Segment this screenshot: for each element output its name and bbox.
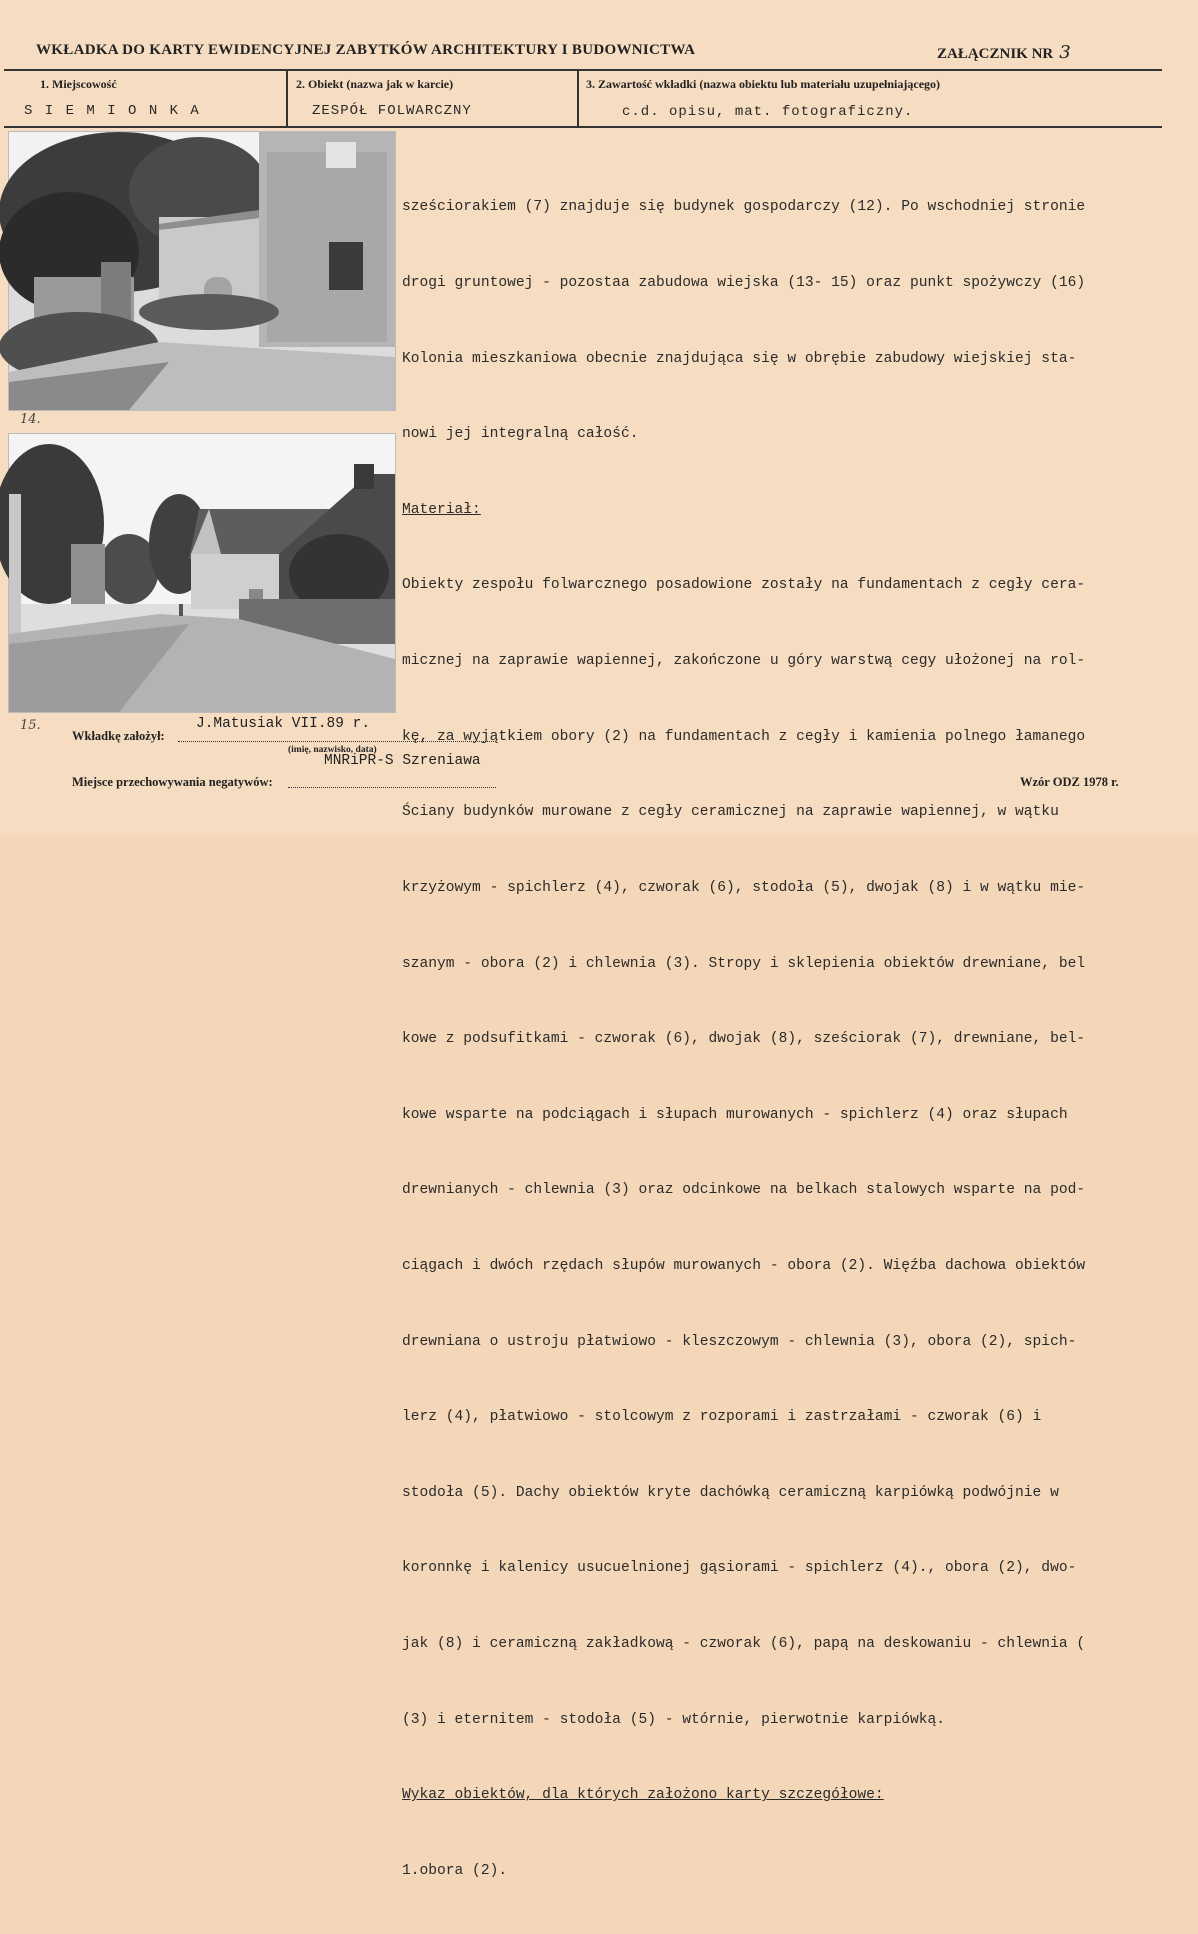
description-line: Ściany budynków murowane z cegły ceramicznej na zaprawie wapiennej, w wątku <box>402 804 1059 821</box>
description-line: kowe wsparte na podciągach i słupach murowanych - spichlerz (4) oraz słupach <box>402 1106 1068 1123</box>
locality-value: S I E M I O N K A <box>24 103 201 119</box>
photo-farm-buildings <box>8 131 396 411</box>
photo-1-number: 14. <box>20 412 41 427</box>
description-line: Obiekty zespołu folwarcznego posadowione zostały na fundamentach z cegły cera- <box>402 577 1086 594</box>
description-line: Kolonia mieszkaniowa obecnie znajdująca się w obrębie zabudowy wiejskiej sta- <box>402 350 1077 367</box>
photo-2-number: 15. <box>20 718 41 733</box>
locality-label: 1. Miejscowość <box>40 77 117 91</box>
author-dotted-line <box>178 741 496 742</box>
header-rule-bottom <box>4 126 1162 128</box>
description-line: kowe z podsufitkami - czworak (6), dwojak (8), sześciorak (7), drewniane, bel- <box>402 1031 1086 1048</box>
description-line: kę, za wyjątkiem obory (2) na fundamentach z cegły i kamienia polnego łamanego <box>402 728 1086 745</box>
object-label: 2. Obiekt (nazwa jak w karcie) <box>296 77 454 91</box>
field-divider-2 <box>577 69 579 127</box>
object-list-item: 1.obora (2). <box>402 1862 508 1879</box>
description-line: jak (8) i ceramiczną zakładkową - czworak (6), papą na deskowaniu - chlewnia ( <box>402 1635 1086 1652</box>
object-value: ZESPÓŁ FOLWARCZNY <box>312 103 472 119</box>
description-line: drewnianych - chlewnia (3) oraz odcinkowe na belkach stalowych wsparte na pod- <box>402 1182 1086 1199</box>
author-label: Wkładkę założył: <box>72 729 165 743</box>
description-text <box>402 145 1182 1934</box>
annex-label: ZAŁĄCZNIK NR <box>937 46 1054 62</box>
content-value: c.d. opisu, mat. fotograficzny. <box>622 104 914 120</box>
header-rule-top <box>4 69 1162 71</box>
storage-label: Miejsce przechowywania negatywów: <box>72 775 273 789</box>
description-line: szanym - obora (2) i chlewnia (3). Stropy i sklepienia obiektów drewniane, bel <box>402 955 1086 972</box>
storage-value: MNRiPR-S Szreniawa <box>324 753 481 769</box>
storage-dotted-line <box>288 787 496 788</box>
photo-village-street <box>8 433 396 713</box>
description-line: krzyżowym - spichlerz (4), czworak (6), stodoła (5), dwojak (8) i w wątku mie- <box>402 879 1086 896</box>
section-heading-material: Materiał: <box>402 501 481 518</box>
description-line: lerz (4), płatwiowo - stolcowym z rozporami i zastrzałami - czworak (6) i <box>402 1409 1042 1426</box>
description-line: nowi jej integralną całość. <box>402 426 639 443</box>
section-heading-object-list: Wykaz obiektów, dla których założono karty szczegółowe: <box>402 1787 884 1804</box>
description-line: sześciorakiem (7) znajduje się budynek gospodarczy (12). Po wschodniej stronie <box>402 199 1086 216</box>
description-line: micznej na zaprawie wapiennej, zakończone u góry warstwą cegy ułożonej na rol- <box>402 653 1086 670</box>
description-line: stodoła (5). Dachy obiektów kryte dachówką ceramiczną karpiówką podwójnie w <box>402 1484 1059 1501</box>
author-hint: (imię, nazwisko, data) <box>288 745 377 755</box>
annex-number <box>937 42 1071 63</box>
annex-number-value: 3 <box>1059 42 1071 63</box>
description-line: drewniana o ustroju płatwiowo - kleszczowym - chlewnia (3), obora (2), spich- <box>402 1333 1077 1350</box>
description-line: ciągach i dwóch rzędach słupów murowanych - obora (2). Więźba dachowa obiektów <box>402 1257 1086 1274</box>
form-reference: Wzór ODZ 1978 r. <box>1020 775 1119 789</box>
description-line: koronnkę i kalenicy usucuelnionej gąsiorami - spichlerz (4)., obora (2), dwo- <box>402 1560 1077 1577</box>
description-line: (3) i eternitem - stodoła (5) - wtórnie, pierwotnie karpiówką. <box>402 1711 945 1728</box>
card-title: WKŁADKA DO KARTY EWIDENCYJNEJ ZABYTKÓW ARCHITEKTURY I BUDOWNICTWA <box>36 42 696 58</box>
content-label: 3. Zawartość wkładki (nazwa obiektu lub materiału uzupełniającego) <box>586 77 941 91</box>
field-divider-1 <box>286 69 288 127</box>
description-line: drogi gruntowej - pozostaa zabudowa wiejska (13- 15) oraz punkt spożywczy (16) <box>402 275 1086 292</box>
author-value: J.Matusiak VII.89 r. <box>196 716 371 732</box>
